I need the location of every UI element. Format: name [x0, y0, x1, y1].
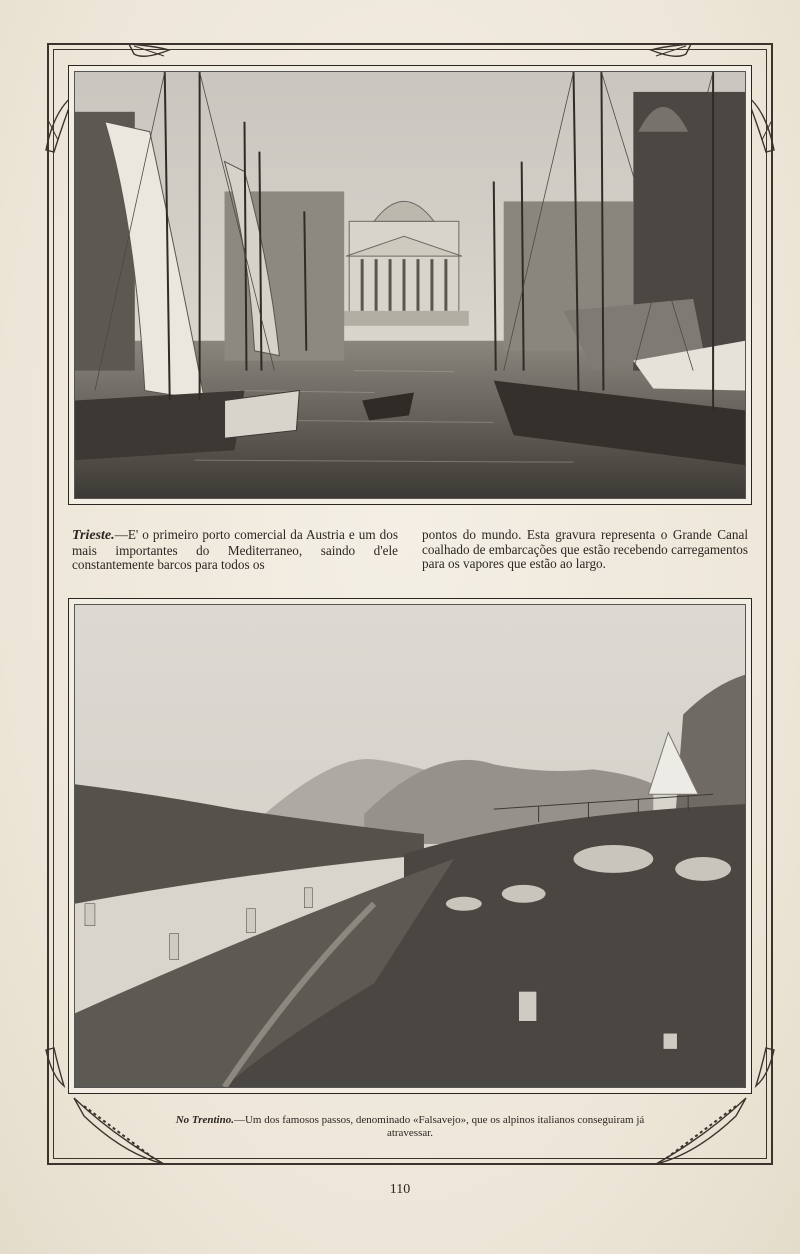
photo-trentino-pass	[74, 604, 746, 1088]
photo-trentino-frame	[68, 598, 752, 1094]
caption-trieste	[72, 528, 748, 578]
caption-trentino-lead: No Trentino.	[175, 1114, 234, 1126]
caption-trentino-text: —Um dos famosos passos, denominado «Falsavejo», que os alpinos italianos conseguiram já atravessar.	[233, 1114, 645, 1139]
caption-trieste-col-2	[422, 528, 748, 578]
caption-trieste-text-1: —E' o primeiro porto comercial da Austria e um dos mais importantes do Mediterraneo, saindo d'ele constantemente barcos para todos os	[72, 527, 398, 573]
caption-trieste-lead: Trieste.	[72, 528, 115, 543]
caption-trentino	[160, 1114, 660, 1140]
caption-trieste-col-1	[72, 528, 398, 578]
photo-trieste-grand-canal	[74, 71, 746, 499]
photo-trieste-frame	[68, 65, 752, 505]
caption-trieste-text-2: pontos do mundo. Esta gravura representa o Grande Canal coalhado de embarcações que estão recebendo carregamentos para os vapores que estão ao largo.	[422, 527, 748, 572]
page-number: 110	[389, 1182, 411, 1197]
